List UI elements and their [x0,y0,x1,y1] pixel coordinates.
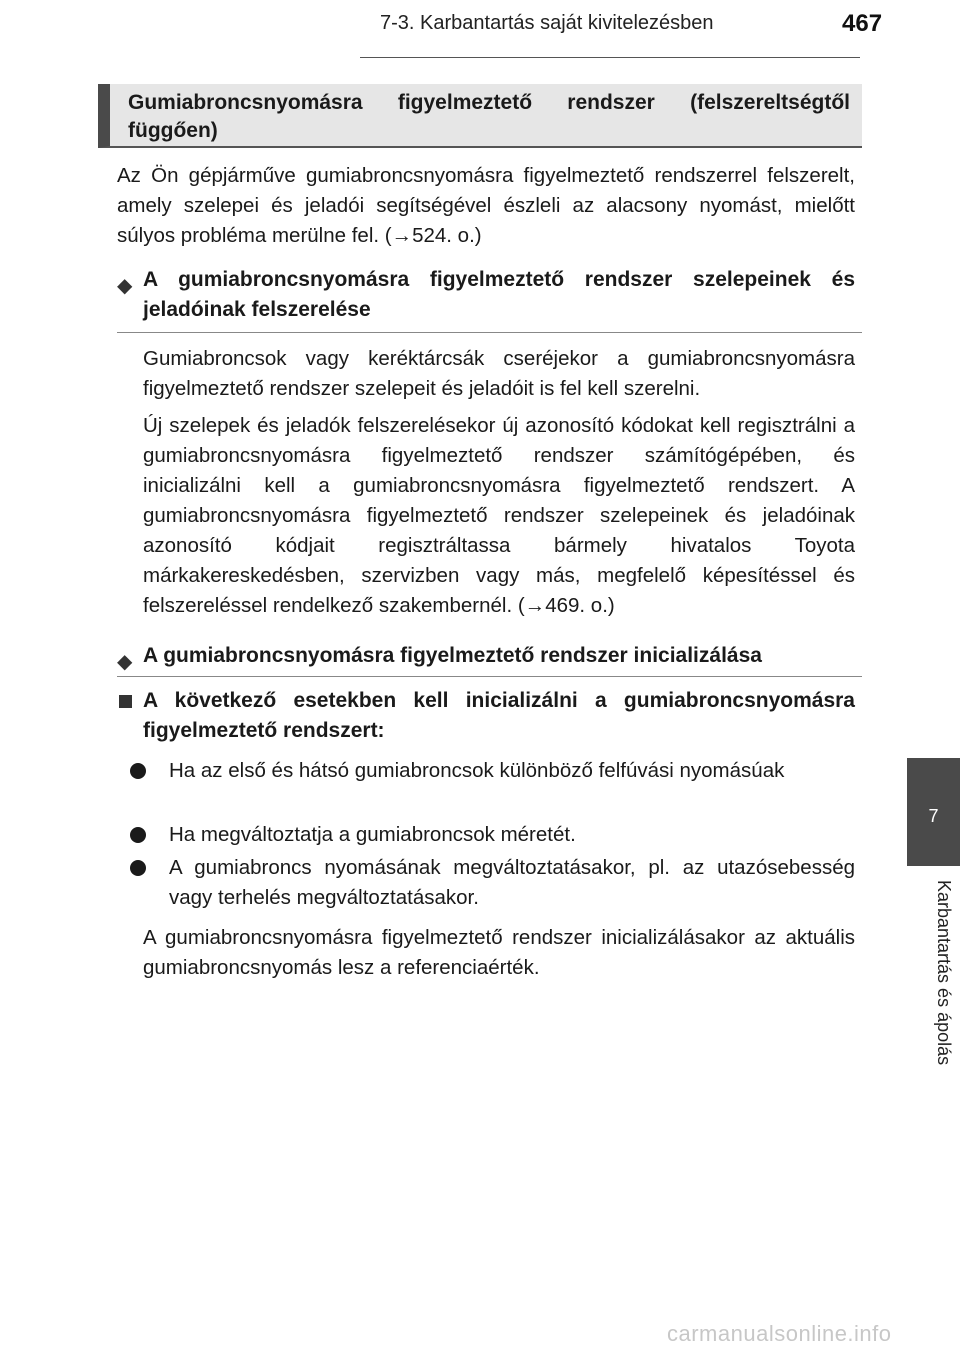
square-bullet-icon [119,695,132,708]
closing-paragraph: A gumiabroncsnyomásra figyelmeztető rendszer inicializálásakor az aktuális gumiabroncsnyomás lesz a referenciaérték. [143,926,855,979]
list-item [130,756,855,786]
circle-bullet-icon [130,860,146,876]
chapter-tab-number: 7 [928,806,939,826]
subsection-heading-initialization [117,641,862,671]
subsection-divider [117,332,862,333]
circle-bullet-icon [130,763,146,779]
condition-subheading-text: A következő esetekben kell inicializálni a gumiabroncsnyomásra figyelmeztető rendszert: [143,689,855,742]
circle-bullet-icon [130,827,146,843]
subsection-heading-text: A gumiabroncsnyomásra figyelmeztető rendszer szelepeinek és jeladóinak felszerelése [143,268,855,321]
section-title-box [98,84,862,148]
list-item-text: A gumiabroncs nyomásának megváltoztatásakor, pl. az utazósebesség vagy terhelés megváltoztatásakor. [169,856,855,909]
list-item-text: Ha megváltoztatja a gumiabroncsok méretét. [169,823,576,846]
section-title: Gumiabroncsnyomásra figyelmeztető rendszer (felszereltségtől függően) [128,91,850,142]
diamond-bullet-icon: ◆ [117,275,133,297]
page-number: 467 [842,10,883,37]
chapter-side-tab [907,758,960,866]
subsection-divider [117,676,862,677]
chapter-side-label: Karbantartás és ápolás [934,880,954,1066]
header-divider [360,57,860,58]
installation-paragraph-1: Gumiabroncsok vagy keréktárcsák cseréjekor a gumiabroncsnyomásra figyelmeztető rendszer szelepeit és jeladóit is fel kell szerelni. [143,347,855,400]
list-item [130,820,855,850]
installation-paragraph-2: Új szelepek és jeladók felszerelésekor új azonosító kódokat kell regisztrálni a gumiabroncsnyomásra figyelmeztető rendszer számítógépében, és inicializálni kell a gumiabroncsnyomásra figyelmeztető rendszert. A gumiabroncsnyomásra figyelmeztető rendszer szelepeinek és jeladóinak azonosító kódjait regisztráltassa bármely hivatalos Toyota márkakereskedésben, szervizben vagy más, megfelelő képesítéssel és felszereléssel rendelkező szakembernél. (→469. o.) [143,414,855,617]
intro-paragraph: Az Ön gépjárműve gumiabroncsnyomásra figyelmeztető rendszerrel felszerelt, amely szelepei és jeladói segítségével észleli az alacsony nyomást, mielőtt súlyos probléma merülne fel. (→524. o.) [117,164,855,247]
watermark: carmanualsonline.info [667,1321,892,1346]
subsection-heading-installation [117,265,855,325]
subsection-heading-text: A gumiabroncsnyomásra figyelmeztető rendszer inicializálása [143,644,762,667]
diamond-bullet-icon: ◆ [117,651,133,673]
condition-subheading [117,686,855,746]
list-item [130,853,855,913]
chapter-title: 7-3. Karbantartás saját kivitelezésben [380,12,714,34]
list-item-text: Ha az első és hátsó gumiabroncsok különböző felfúvási nyomásúak [169,759,785,782]
